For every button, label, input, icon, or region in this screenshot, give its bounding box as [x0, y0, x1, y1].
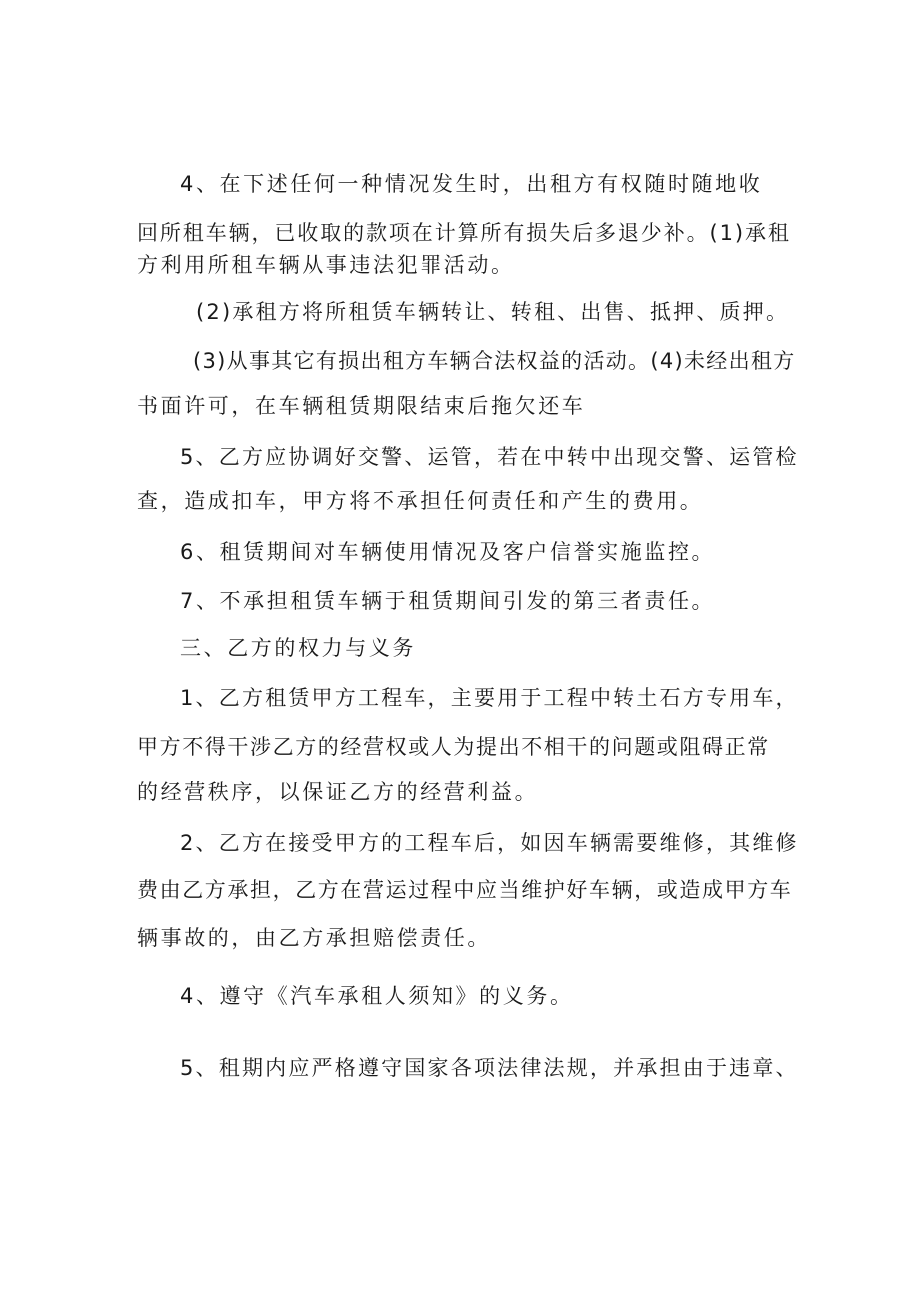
text-line-2: 回所租车辆，已收取的款项在计算所有损失后多退少补。(1)承租 [137, 221, 791, 245]
text-line-6: 书面许可，在车辆租赁期限结束后拖欠还车 [137, 394, 586, 418]
text-line-3: 方利用所租车辆从事违法犯罪活动。 [137, 253, 515, 277]
text-line-1: 4、在下述任何一种情况发生时，出租方有权随时随地收 [180, 172, 763, 196]
text-line-16: 费由乙方承担，乙方在营运过程中应当维护好车辆，或造成甲方车 [137, 878, 793, 902]
text-line-15: 2、乙方在接受甲方的工程车后，如因车辆需要维修，其维修 [180, 831, 799, 855]
text-line-19: 5、租期内应严格遵守国家各项法律法规，并承担由于违章、 [180, 1056, 799, 1080]
text-line-13: 甲方不得干涉乙方的经营权或人为提出不相干的问题或阻碍正常 [137, 735, 770, 759]
text-line-5: (3)从事其它有损出租方车辆合法权益的活动。(4)未经出租方 [193, 349, 796, 373]
text-line-14: 的经营秩序，以保证乙方的经营利益。 [137, 780, 539, 804]
text-line-17: 辆事故的，由乙方承担赔偿责任。 [137, 926, 491, 950]
text-line-8: 查，造成扣车，甲方将不承担任何责任和产生的费用。 [137, 489, 704, 513]
text-line-12: 1、乙方租赁甲方工程车，主要用于工程中转土石方专用车， [180, 686, 799, 710]
text-line-7: 5、乙方应协调好交警、运管，若在中转中出现交警、运管检 [180, 445, 799, 469]
text-line-10: 7、不承担租赁车辆于租赁期间引发的第三者责任。 [180, 589, 716, 613]
text-line-9: 6、租赁期间对车辆使用情况及客户信誉实施监控。 [180, 540, 716, 564]
section-heading: 三、乙方的权力与义务 [180, 636, 416, 660]
text-line-18: 4、遵守《汽车承租人须知》的义务。 [180, 984, 574, 1008]
text-line-4: (2)承租方将所租赁车辆转让、转租、出售、抵押、质押。 [196, 300, 790, 324]
